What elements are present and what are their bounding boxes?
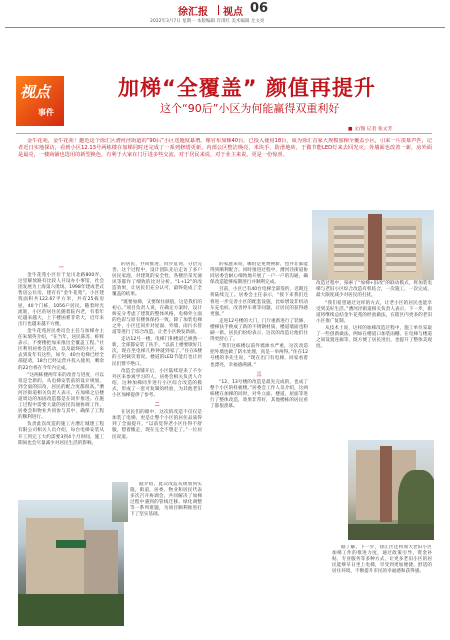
photo-1 [18,500,124,626]
column-3 [210,262,308,632]
col2-paragraph: 在居民们的眼中，这次的改造不仅仅是加装了电梯，更是让整个小区的居住品质得到了全面提升。“以前觉得老小区住得不舒服，想着搬走，现在完全不想走了。”一位居民说道。 [112,410,202,440]
col2-paragraph: 的居民，共同推进，同步征询，分层完善。这个过程中，设计团队先后走访了多户居民家庭，对建筑的安全性、各楼层采光通风等都作了细致的比对分析。“1+12”的改造效果，让居民们充分认可，最终促成了全覆盖的结果。 [112,262,202,298]
main-headline: 加梯“全覆盖” 颜值再提升 [118,76,376,100]
col2-paragraph: 走访12号一楼，电梯门和楼道已焕然一新，全部都安装了扶手。“以前上楼要歇好几次，现在坐电梯几秒钟就到家了。”住在6楼的王阿姨笑着说。楼道的LED节能灯也让居民们赞不绝口。 [112,337,202,367]
col2-paragraph: 据介绍，此次改造从规划到实施，街道、居委、物业和居民代表多次召开协调会，共同解决了加梯过程中遇到的管线迁移、绿化调整等一系列难题，为项目顺利推进打下了坚实基础。 [130,482,202,518]
col3-paragraph: “我们这栋楼以前外墙渗水严重，这次改造把外墙也做了防水处理，真是一举两得。”住在12号楼的李先生说，“现在出门有电梯，回家看着也漂亮，幸福感满满。” [210,344,308,368]
col1-paragraph: “这两栋楼两年来的改善与进度，可以说是全新的，从电梯安装前的设计规划，到全面的旧改，居民的配合度都很高。”漕河泾街道相关负责人表示，在加梯之后楼道周边的加固改造都是在同步推进。在施工过程中需要大量的居民沟通协调工作，居委会和物业共同参与其中，确保了工程的顺利进行。 [18,372,104,421]
section-marker-2: 二 [154,402,160,409]
masthead-section: 视点 [223,7,243,18]
masthead-rule [5,27,445,28]
column-1 [18,262,104,494]
col3-paragraph: 目前，小区已有40台电梯全部签约，近期还将陆续完工。居委会主任表示，“接下来我们还将进一步完善小区的配套设施，比如增设非机动车充电桩、改善停车难等问题，让居民的获得感更强。” [210,287,308,317]
col1-paragraph: 金牛花苑居民委员会主任与加梯办主任朱瑞英介绍，“在当年，居民陈苏、虾辉表示，不要楼把加来推出全覆盖工程。”社区利用居委会活动，以及最终的小区，来去到发年有这些，如今，40台电梯已经全部提请，18台已经运营并投入使用，剩余的22台将在今年内完成。 [18,328,104,371]
col1-paragraph: 金牛花苑小区位于龙川北路800弄，这里解放路有比较人开设办小事馆，社会团发展为上海第六批场。1998年建成老式售房公住房，建有有“金牛花苑”。小区建筑面积共122.67平方米，共有25栋房屋，40个门栋，1056户居民。随着时光流逝，小区的居住民随着院内老，有着年纪越来越大，上下楼困难非常大，近年来出行也越来越不方便。 [18,273,104,327]
lead-paragraph [18,138,432,208]
photo2-windows [334,226,364,272]
column-2-lower [130,482,202,632]
col2-paragraph: “既要加梯，又要保住颜值，这是我们的初心。”项目负责人说，在确定方案时，设计师充分考虑了建筑的整体风格，电梯外立面的色彩与原有楼体保持一致。除了加装电梯之外，小区还同步对屋面、外墙、雨污水管道等进行了综合改造，让老小区焕发新颜。 [112,299,202,336]
col2-paragraph: 改造全面铺开后，小区陆续迎来了不少外区来参观学习的人。居委会相关负责人介绍，这种加梯同步进行小区综合改造的模式，形成了一套可复制的经验，为其他老旧小区加梯提供了参考。 [112,368,202,398]
masthead-divider [218,5,219,15]
section-marker-1: 一 [58,265,64,271]
section-marker-3: 三 [256,371,262,378]
masthead-paper-name: 徐汇报 [178,7,208,18]
masthead [0,0,450,40]
photo1-greenery [18,594,124,626]
col4-paragraph: “我们希望通过这样的方式，让老小区的居民也能享受到美好生活。”漕河泾街道相关负责人表示，下一步，街道将继续总结金牛花苑的经验做法，在辖区内更多的老旧小区推广复制。 [316,300,432,324]
photo1-sign [56,540,86,548]
byline: ■ 文/图 记者 张文芳 [348,127,393,132]
photo1-building [26,518,84,598]
headline-rule [16,133,432,134]
badge-top-text: 视点 [20,83,51,101]
col3-paragraph: “12、13号楼的改造是最先完成的，也成了整个小区的样板楼。”居委会工作人员介绍，这两栋楼在加梯的同时，对外立面、楼道、屋面等进行了整体改造，效果非常好，其他楼栋的居民看了都很羡慕。 [210,379,308,410]
col4-paragraph: 据了解，下一步，徐汇区还将加大老旧小区加梯工作的推进力度，通过政策引导、资金补贴、专业服务等多种方式，让更多老旧小区的居民能够早日坐上电梯，享受到更加便捷、舒适的居住环境，不断提升市民的幸福感和获得感。 [332,545,432,575]
lead-text: 金牛花苑，金牛花苑！邀近这个徐汇区漕河泾街道的“90后”小区送题度暴增。像官布加梯40台，已投入使用18台，成为徐汇首家大规模加梯全覆盖小区，引来一片羡慕声匹，记者近日实地探访，看到小区12.13号两栋楼在加梯同时还完成了一系列修缮更新。内部公区整洁焕亮，米块手，防滑地砖，于做节能LED灯来去回光灭；外墙面也改善一新，房外面是最亮，一楼商铺也选用的新型换色，有利于大家在门厅进多些交流，对于居民来说，对于业主来说，更是一份惊喜。 [18,138,432,159]
photo-3 [348,440,434,540]
col4-paragraph: 改造过程中，探索了“加梯+旧改”的联动模式，将加装电梯与老旧小区综合改造有机结合，一次施工，一次完成，最大限度减少对居民的打扰。 [316,281,432,299]
col1-paragraph: 负责此次改造的施工方漕汇城建工程有限公司相关人员介绍，每台电梯安装从开工到完工大约需要3到4个月时间，施工期间也会尽量减少对居民生活的影响。 [18,422,104,446]
headline-badge [16,76,64,126]
col4-paragraph: 从技术上说，这样的加梯改造过程中，施工单位采取了一些创新做法，例如在楼道口加装雨棚、在电梯与楼道之间设置连廊等，既方便了居民进出，也提升了整体美观度。 [316,325,432,350]
photo2-elevator-shaft [368,214,382,280]
column-2 [112,262,202,482]
sub-headline: 这个“90后”小区为何能赢得双重利好 [160,102,340,115]
column-4 [316,262,432,437]
masthead-date-line: 2022年3月7日 星期一 本版编辑 许琪红 美术编辑 尤文亮 [150,19,265,24]
column-4-lower [332,545,432,632]
photo2-windows [386,226,416,272]
col3-paragraph: 走进12号楼的大门，门厅重新进行了装修，楼梯扶手换成了新的不锈钢材质，楼道墙面也粉刷一新。居民们纷纷表示，这次的改造让他们住得更舒心了。 [210,318,308,343]
photo1-building [84,530,118,600]
photo-4 [112,482,128,522]
col3-paragraph: 的家庭来说，哪怕是免费换新，也并非都能得到顺利配合。同时推进过程中，漕河泾街道协同居委会耐心细致地开展了一户一户的沟通，确保改造能够按期进行并顺利完成。 [210,262,308,286]
photo3-elevator-shaft [380,446,392,522]
masthead-page-number: 06 [250,1,269,16]
photo3-ground [348,524,434,540]
photo-2 [312,210,434,280]
badge-bottom-text: 事件 [38,108,54,117]
